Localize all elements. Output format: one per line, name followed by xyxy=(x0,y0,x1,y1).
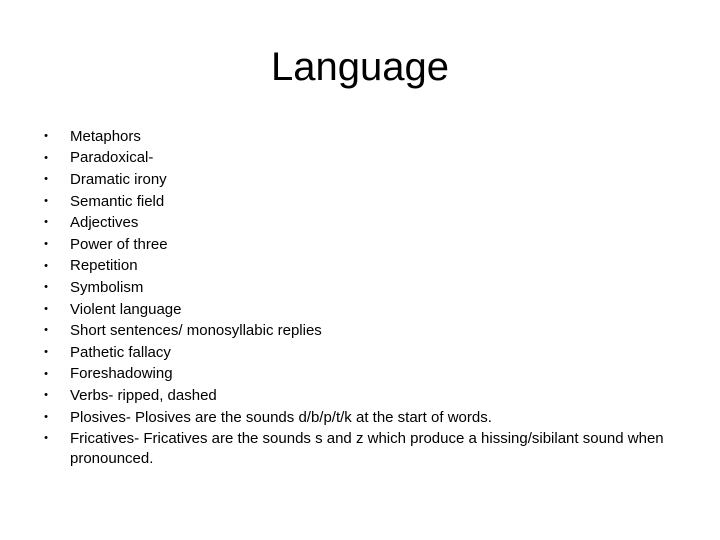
list-item xyxy=(40,169,680,191)
bullet-text: Foreshadowing xyxy=(70,365,173,383)
list-item xyxy=(40,277,680,299)
bullet-icon: • xyxy=(44,345,48,358)
list-item xyxy=(40,256,680,278)
bullet-icon: • xyxy=(44,389,48,402)
bullet-text: Metaphors xyxy=(70,127,141,145)
bullet-text: Short sentences/ monosyllabic replies xyxy=(70,322,322,340)
bullet-text: Fricatives- Fricatives are the sounds s and z which produce a hissing/sibilant sound when pronounced. xyxy=(70,430,664,468)
bullet-icon: • xyxy=(44,216,48,229)
list-item xyxy=(40,148,680,170)
bullet-icon: • xyxy=(44,173,48,186)
slide-title: Language xyxy=(271,45,449,89)
list-item xyxy=(40,212,680,234)
list-item xyxy=(40,299,680,321)
bullet-text: Power of three xyxy=(70,235,168,253)
bullet-icon: • xyxy=(44,302,48,315)
bullet-list xyxy=(40,126,680,470)
bullet-icon: • xyxy=(44,194,48,207)
list-item xyxy=(40,320,680,342)
bullet-text: Adjectives xyxy=(70,214,139,232)
list-item xyxy=(40,234,680,256)
bullet-icon: • xyxy=(44,237,48,250)
bullet-icon: • xyxy=(44,367,48,380)
bullet-icon: • xyxy=(44,259,48,272)
bullet-text: Pathetic fallacy xyxy=(70,343,171,361)
list-item xyxy=(40,364,680,386)
list-item xyxy=(40,191,680,213)
bullet-icon: • xyxy=(44,130,48,142)
bullet-text: Plosives- Plosives are the sounds d/b/p/t/k at the start of words. xyxy=(70,408,492,426)
bullet-text: Semantic field xyxy=(70,192,165,210)
bullet-text: Verbs- ripped, dashed xyxy=(70,386,217,404)
bullet-text: Dramatic irony xyxy=(70,170,167,188)
list-item xyxy=(40,126,680,148)
bullet-icon: • xyxy=(44,432,48,445)
bullet-icon: • xyxy=(44,151,48,164)
bullet-icon: • xyxy=(44,281,48,294)
list-item xyxy=(40,385,680,407)
bullet-text: Repetition xyxy=(70,257,138,275)
bullet-icon: • xyxy=(44,410,48,423)
list-item xyxy=(40,342,680,364)
list-item xyxy=(40,407,680,429)
list-item xyxy=(40,428,680,470)
bullet-text: Symbolism xyxy=(70,278,144,296)
bullet-icon: • xyxy=(44,324,48,337)
bullet-text: Paradoxical- xyxy=(70,149,154,167)
bullet-text: Violent language xyxy=(70,300,182,318)
